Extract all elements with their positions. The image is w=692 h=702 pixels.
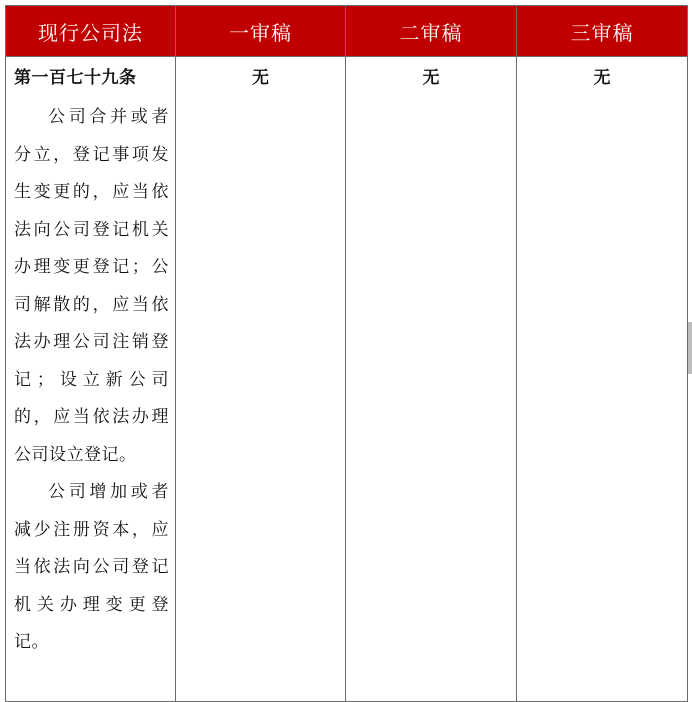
article-paragraph-1: 公司合并或者分立，登记事项发生变更的，应当依法向公司登记机关办理变更登记；公司解散的，应当依法办理公司注销登记；设立新公司的，应当依法办理公司设立登记。 [14,107,169,465]
current-law-cell [6,57,176,702]
header-third-draft: 三审稿 [517,6,688,57]
header-second-draft: 二审稿 [346,6,517,57]
third-draft-cell [517,57,688,702]
article-title: 第一百七十九条 [14,68,137,88]
article-paragraph-2: 公司增加或者减少注册资本，应当依法向公司登记机关办理变更登记。 [14,482,169,652]
header-first-draft: 一审稿 [176,6,346,57]
first-draft-text: 无 [252,68,269,88]
second-draft-cell [346,57,517,702]
header-current-law: 现行公司法 [6,6,176,57]
third-draft-text: 无 [593,68,611,88]
first-draft-cell [176,57,346,702]
comparison-table [5,5,688,702]
table-row [6,57,688,702]
second-draft-text: 无 [422,68,440,88]
page-edge-marker [688,322,692,374]
header-row [6,6,688,57]
